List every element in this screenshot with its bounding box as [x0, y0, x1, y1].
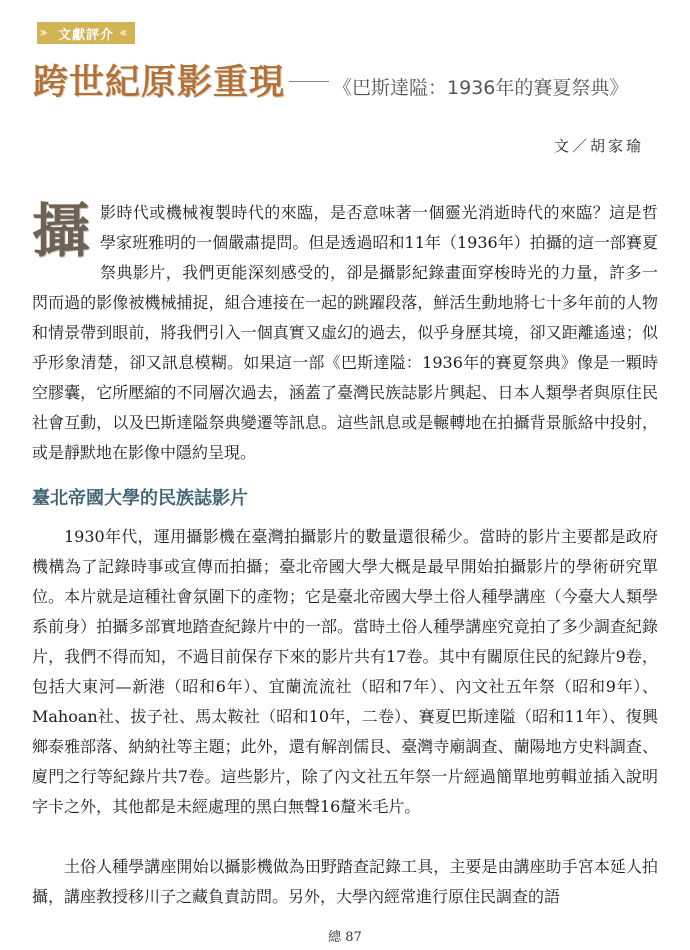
intro-paragraph	[32, 198, 658, 468]
intro-text: 影時代或機械複製時代的來臨，是否意味著一個靈光消逝時代的來臨？這是哲學家班雅明的一個嚴肅提問。但是透過昭和11年（1936年）拍攝的這一部賽夏祭典影片，我們更能深刻感受的，卻是攝影紀錄畫面穿梭時光的力量，許多一閃而過的影像被機械捕捉，組合連接在一起的跳躍段落，鮮活生動地將七十多年前的人物和情景帶到眼前，將我們引入一個真實又虛幻的過去，似乎身歷其境，卻又距離遙遠；似乎形象清楚，卻又訊息模糊。如果這一部《巴斯達隘：1936年的賽夏祭典》像是一顆時空膠囊，它所壓縮的不同層次過去，涵蓋了臺灣民族誌影片興起、日本人類學者與原住民社會互動，以及巴斯達隘祭典變遷等訊息。這些訊息或是輾轉地在拍攝背景脈絡中投射，或是靜默地在影像中隱約呈現。	[32, 203, 658, 462]
body-paragraph-2: 土俗人種學講座開始以攝影機做為田野踏查記錄工具，主要是由講座助手宮本延人拍攝，講座教授移川子之藏負責訪問。另外，大學內經常進行原住民調查的語	[32, 857, 658, 906]
title-main: 跨世紀原影重現	[33, 62, 286, 103]
drop-cap: 攝	[32, 197, 91, 265]
badge-label: 文獻評介	[57, 27, 114, 43]
article-title	[33, 55, 628, 105]
title-dash-divider	[289, 81, 329, 82]
section-heading: 臺北帝國大學的民族誌影片	[32, 488, 248, 509]
title-subtitle: 《巴斯達隘：1936年的賽夏祭典》	[333, 77, 629, 99]
section-badge	[37, 22, 135, 44]
chevron-right-icon: ›››	[39, 25, 44, 41]
body-paragraph-1: 1930年代，運用攝影機在臺灣拍攝影片的數量還很稀少。當時的影片主要都是政府機構為了記錄時事或宣傳而拍攝；臺北帝國大學大概是最早開始拍攝影片的學術研究單位。本片就是這種社會氛圍下的產物；它是臺北帝國大學土俗人種學講座（今臺大人類學系前身）拍攝多部實地踏查紀錄片中的一部。當時土俗人種學講座究竟拍了多少調查紀錄片，我們不得而知，不過目前保存下來的影片共有17卷。其中有關原住民的紀錄片9卷，包括大東河—新港（昭和6年）、宜蘭流流社（昭和7年）、內文社五年祭（昭和9年）、Mahoan社、拔子社、馬太鞍社（昭和10年，二卷）、賽夏巴斯達隘（昭和11年）、復興鄉泰雅部落、納納社等主題；此外，還有解剖儒艮、臺灣寺廟調查、蘭陽地方史料調查、廈門之行等紀錄片共7卷。這些影片，除了內文社五年祭一片經過簡單地剪輯並插入說明字卡之外，其他都是未經處理的黑白無聲16釐米毛片。	[32, 527, 658, 816]
chevron-left-icon: ‹‹‹	[119, 25, 124, 41]
author-byline: 文／胡家瑜	[553, 137, 644, 155]
page-number: 總 87	[328, 930, 362, 945]
